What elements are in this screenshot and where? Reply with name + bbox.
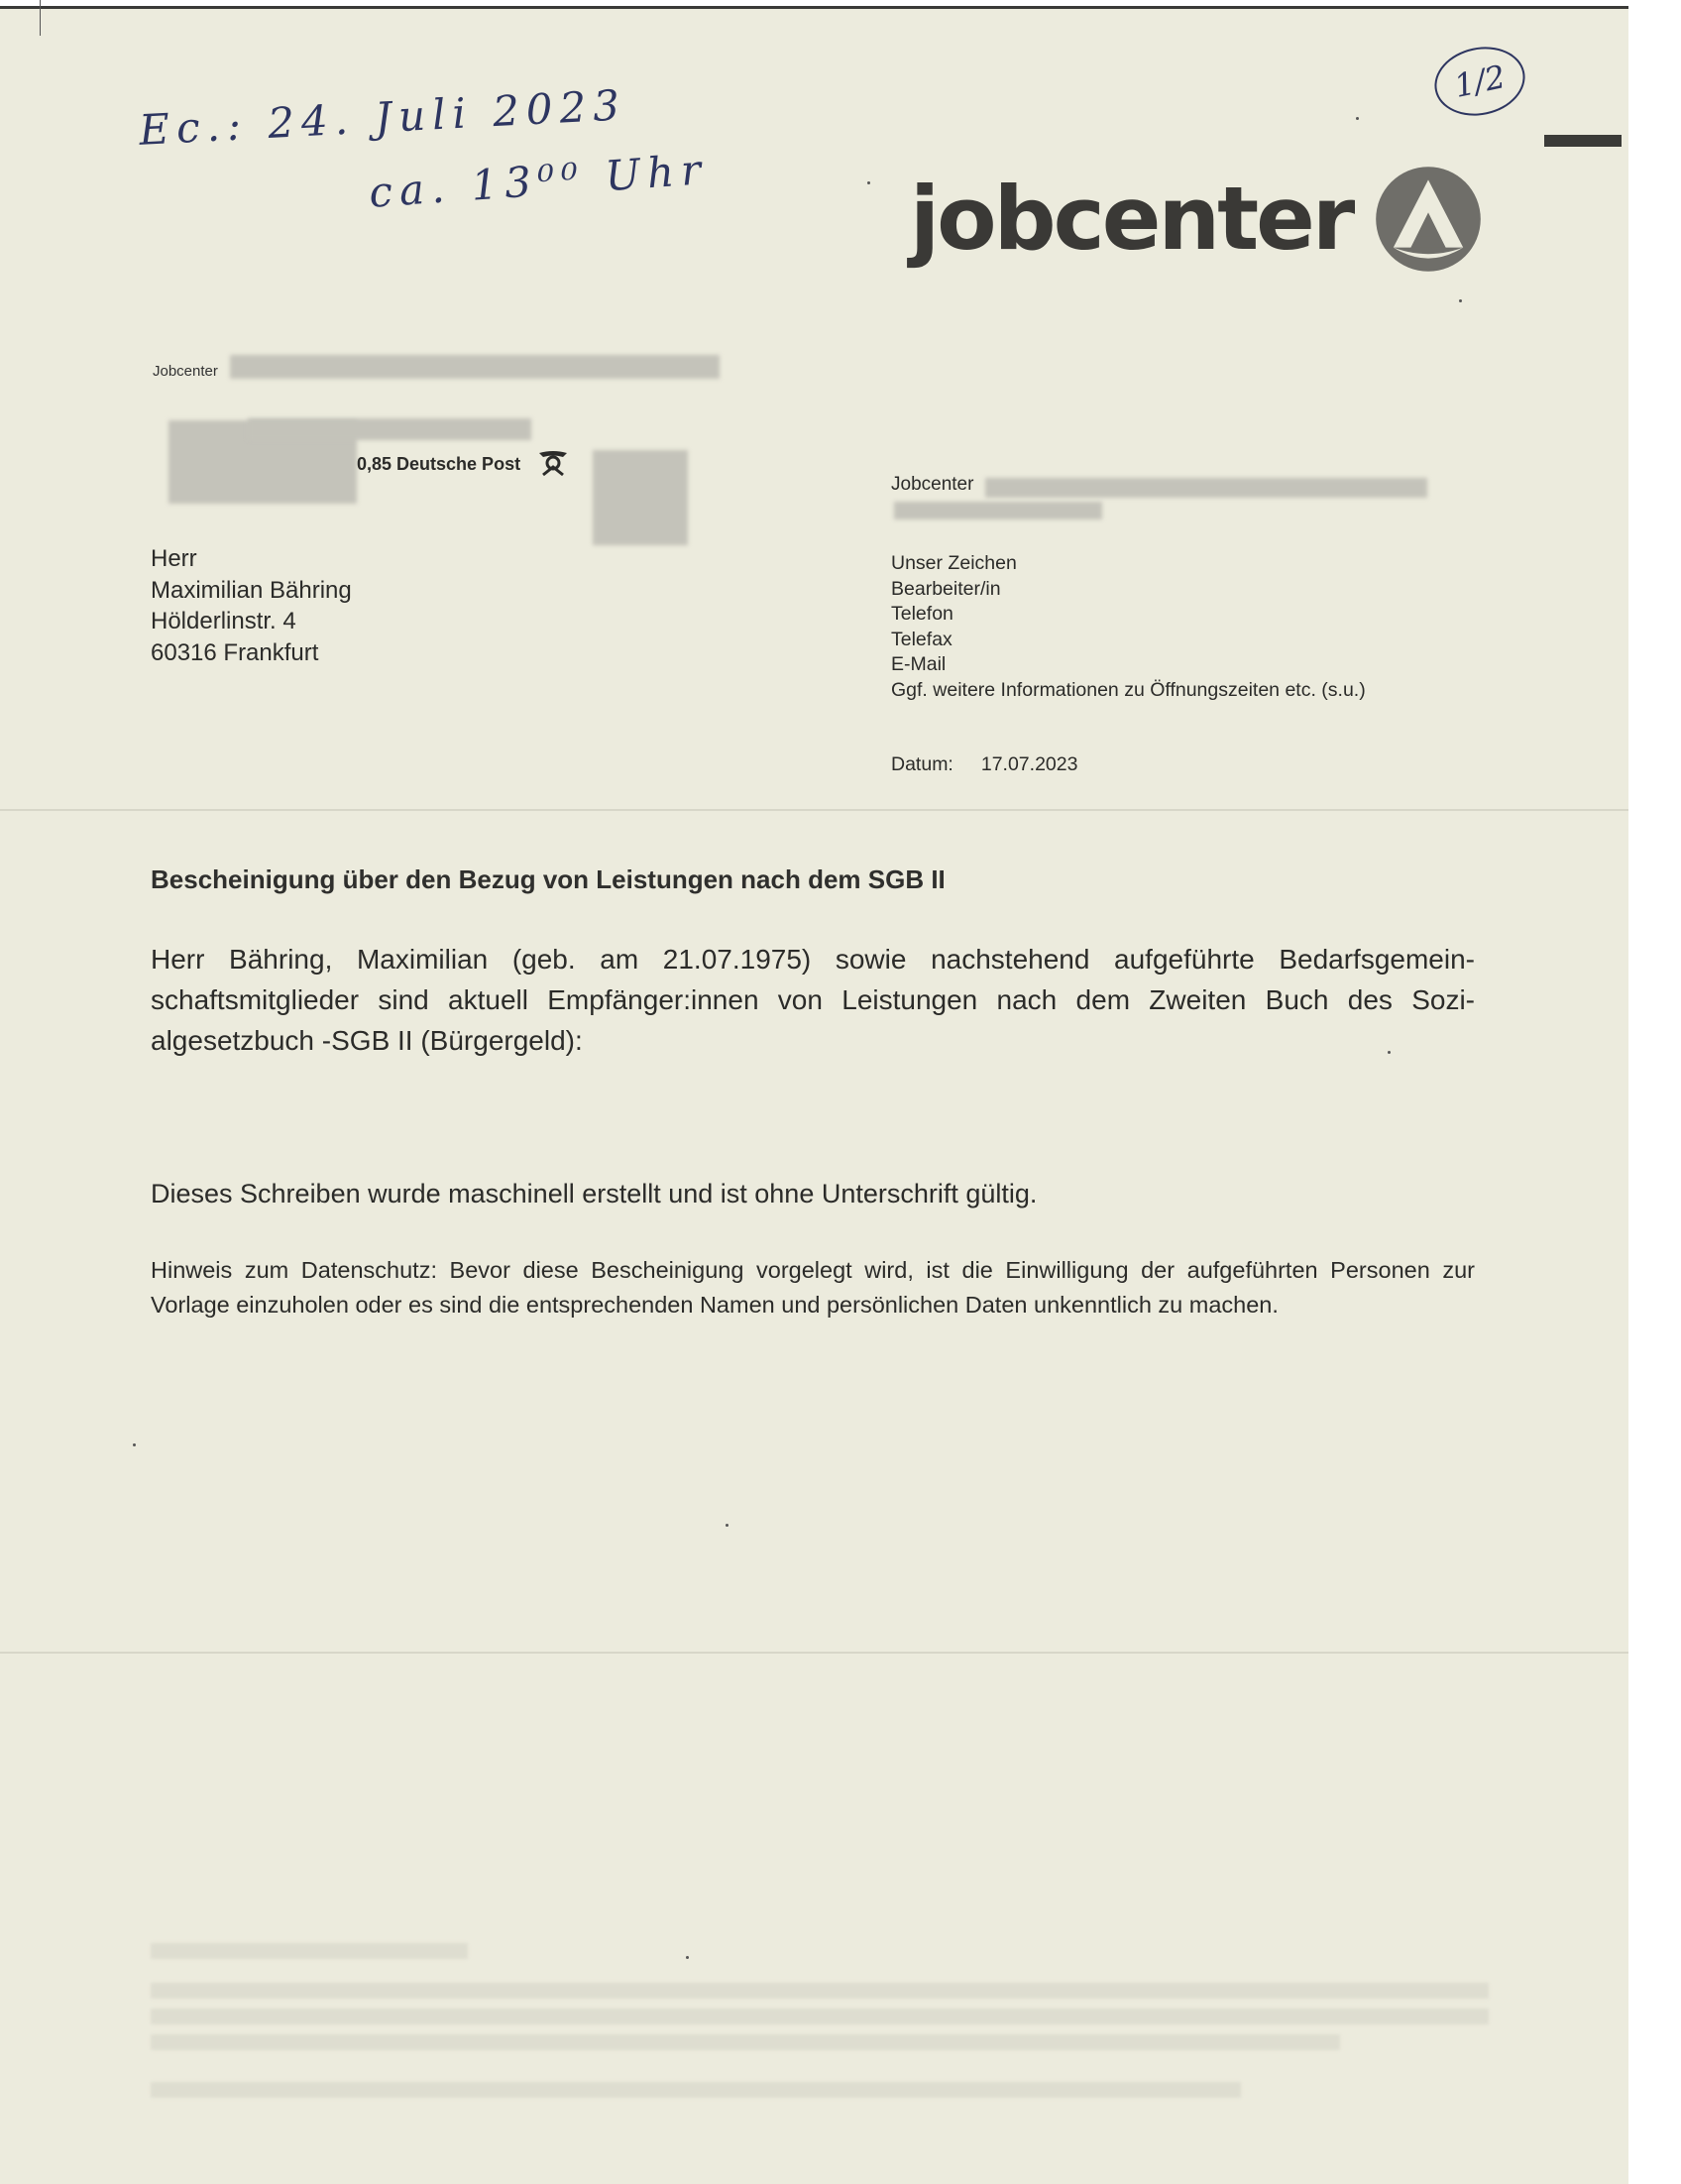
scan-speck [1459, 299, 1462, 302]
scan-speck [686, 1956, 689, 1959]
show-through-text [151, 1943, 468, 1959]
scan-speck [726, 1524, 728, 1527]
handwritten-receipt-date: Ec.: 24. Juli 2023 [138, 80, 628, 155]
page-number-text: 1/2 [1450, 57, 1510, 105]
recipient-street: Hölderlinstr. 4 [151, 608, 296, 634]
logo-wordmark: jobcenter [910, 168, 1353, 270]
show-through-text [151, 2009, 1489, 2024]
redacted-qr-code [593, 450, 688, 545]
post-horn-icon [535, 447, 571, 479]
recipient-city: 60316 Frankfurt [151, 638, 319, 666]
show-through-text [151, 2034, 1340, 2050]
recipient-address [151, 543, 352, 668]
date-value: 17.07.2023 [980, 753, 1078, 775]
field-telefax: Telefax [891, 628, 953, 650]
letter-paragraph-recipients: Herr Bähring, Maximilian (geb. am 21.07.1975) sowie nachstehend aufgeführte Bedarfsgemeinschaftsmitglieder sind aktuell Empfänger:innen von Leistungen nach dem Zweiten Buch des Sozialgesetzbuch -SGB II (Bürgergeld): [151, 944, 1475, 1056]
show-through-text [151, 1983, 1489, 1999]
scan-speck [867, 181, 870, 184]
redacted-franking-line [248, 418, 531, 440]
scan-speck [1356, 117, 1359, 120]
redacted-office-address-line2 [894, 502, 1102, 519]
fold-line [0, 1652, 1628, 1654]
office-name: Jobcenter [891, 474, 974, 495]
jobcenter-logo [910, 165, 1483, 274]
scan-speck [1388, 1051, 1391, 1054]
letter-title: Bescheinigung über den Bezug von Leistungen nach dem SGB II [151, 864, 946, 894]
date-label: Datum: [891, 753, 953, 775]
redacted-office-address [985, 478, 1427, 498]
field-unser-zeichen: Unser Zeichen [891, 552, 1017, 574]
field-telefon: Telefon [891, 603, 953, 625]
sender-address-line [153, 363, 218, 380]
letter-paragraph-privacy-notice: Hinweis zum Datenschutz: Bevor diese Bescheinigung vorgelegt wird, ist die Einwilligung der aufgeführten Personen zur Vorlage einzuholen oder es sind die entsprechenden Namen und persönlichen Daten unkenntlich zu machen. [151, 1257, 1475, 1318]
field-email: E-Mail [891, 653, 947, 675]
postage-stamp-text: 0,85 Deutsche Post [357, 454, 521, 474]
scan-speck [133, 1443, 136, 1446]
fold-line [0, 809, 1628, 811]
redacted-sender-address [230, 355, 720, 379]
field-bearbeiter: Bearbeiter/in [891, 577, 1001, 600]
recipient-salutation: Herr [151, 545, 197, 572]
handwritten-receipt-time: ca. 13⁰⁰ Uhr [367, 145, 710, 217]
office-info-fields [891, 551, 1366, 703]
scan-corner-mark [40, 0, 41, 36]
recipient-name: Maximilian Bähring [151, 576, 352, 604]
arbeitsagentur-a-icon [1374, 165, 1483, 274]
sender-label: Jobcenter [153, 363, 218, 380]
letter-page [0, 6, 1628, 2184]
scan-margin [1628, 0, 1681, 2181]
fold-marker [1544, 135, 1622, 147]
letter-paragraph-validity: Dieses Schreiben wurde maschinell erstellt und ist ohne Unterschrift gültig. [151, 1179, 1038, 1208]
letter-date [891, 753, 1077, 776]
show-through-text [151, 2082, 1241, 2098]
field-further-info: Ggf. weitere Informationen zu Öffnungszeiten etc. (s.u.) [891, 678, 1366, 701]
